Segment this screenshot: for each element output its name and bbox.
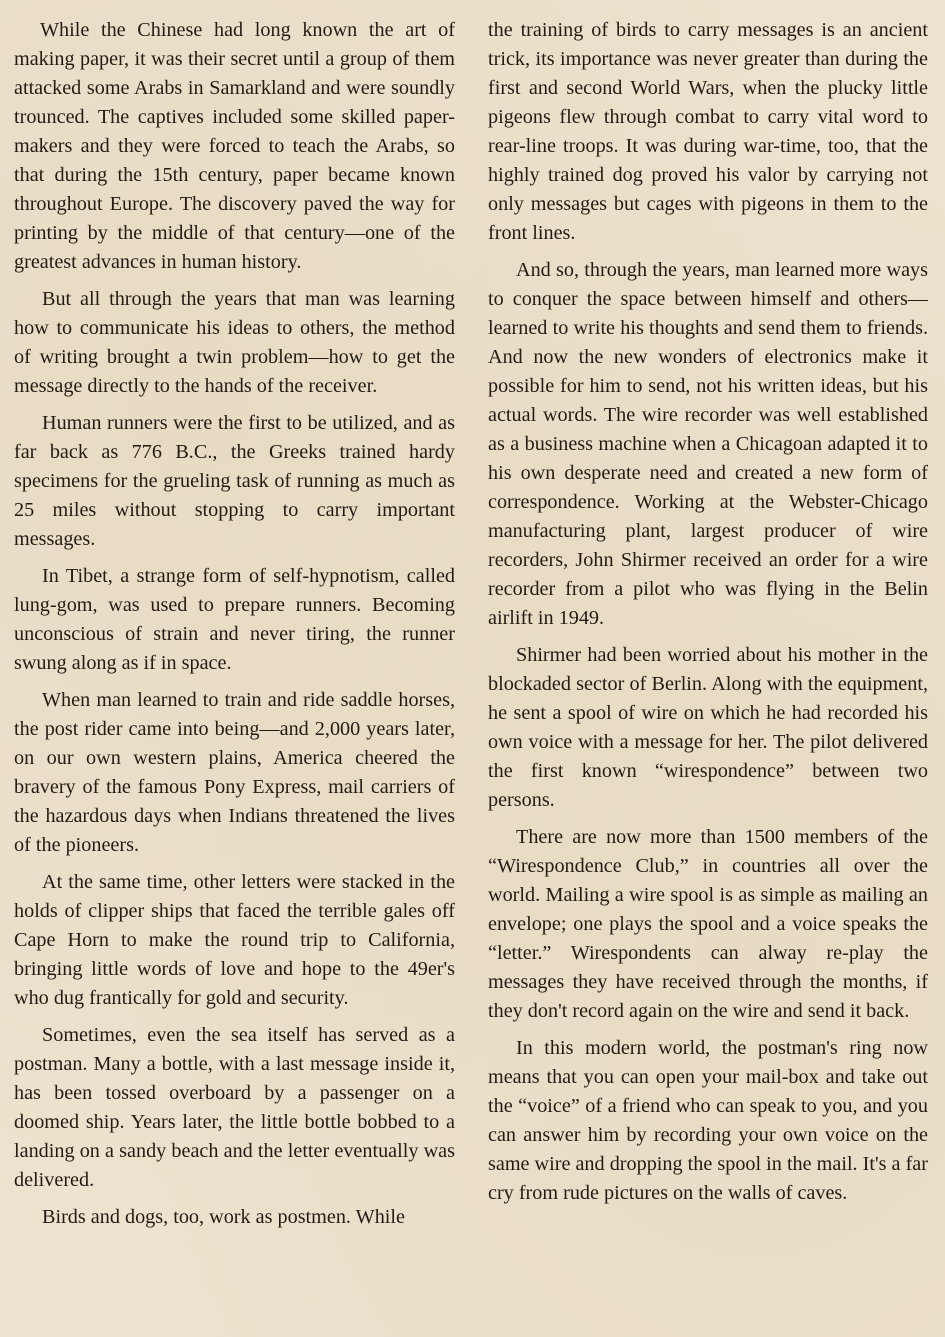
paragraph: In this modern world, the postman's ring now means that you can open your mail-box and take out the “voice” of a friend who can speak to you, and you can answer him by recording your own voice on the same wire and dropping the spool in the mail. It's a far cry from rude pictures on the walls of caves. [488,1037,928,1204]
paragraph: At the same time, other letters were stacked in the holds of clipper ships that faced the terrible gales off Cape Horn to make the round trip to California, bringing little words of love and hope to the 49er's who dug frantically for gold and security. [14,871,455,1009]
right-column [488,16,928,1216]
paragraph: Shirmer had been worried about his mother in the blockaded sector of Berlin. Along with the equipment, he sent a spool of wire on which he had recorded his own voice with a message for her. The pilot delivered the first known “wirespondence” between two persons. [488,644,928,811]
paragraph: When man learned to train and ride saddle horses, the post rider came into being—and 2,000 years later, on our own western plains, America cheered the bravery of the famous Pony Express, mail carriers of the hazardous days when Indians threatened the lives of the pioneers. [14,689,455,856]
paragraph: And so, through the years, man learned more ways to conquer the space between himself and others—learned to write his thoughts and send them to friends. And now the new wonders of electronics make it possible for him to send, not his written ideas, but his actual words. The wire recorder was well established as a business machine when a Chicagoan adapted it to his own desperate need and created a new form of correspondence. Working at the Webster-Chicago manufacturing plant, largest producer of wire recorders, John Shirmer received an order for a wire recorder from a pilot who was flying in the Belin airlift in 1949. [488,259,928,629]
paragraph: But all through the years that man was learning how to communicate his ideas to others, the method of writing brought a twin problem—how to get the message directly to the hands of the receiver. [14,288,455,397]
paragraph: the training of birds to carry messages is an ancient trick, its importance was never greater than during the first and second World Wars, when the plucky little pigeons flew through combat to carry vital word to rear-line troops. It was during war-time, too, that the highly trained dog proved his valor by carrying not only messages but cages with pigeons in them to the front lines. [488,19,928,244]
paragraph: While the Chinese had long known the art of making paper, it was their secret until a group of them attacked some Arabs in Samarkland and were soundly trounced. The captives included some skilled paper-makers and they were forced to teach the Arabs, so that during the 15th century, paper became known throughout Europe. The discovery paved the way for printing by the middle of that century—one of the greatest advances in human history. [14,19,455,273]
left-column [14,16,455,1240]
paragraph: There are now more than 1500 members of the “Wirespondence Club,” in countries all over the world. Mailing a wire spool is as simple as mailing an envelope; one plays the spool and a voice speaks the “letter.” Wirespondents can alway re-play the messages they have received through the months, if they don't record again on the wire and send it back. [488,826,928,1022]
paragraph: Human runners were the first to be utilized, and as far back as 776 B.C., the Greeks trained hardy specimens for the grueling task of running as much as 25 miles without stopping to carry important messages. [14,412,455,550]
paragraph: Sometimes, even the sea itself has served as a postman. Many a bottle, with a last message inside it, has been tossed overboard by a passenger on a doomed ship. Years later, the little bottle bobbed to a landing on a sandy beach and the letter eventually was delivered. [14,1024,455,1191]
paragraph: In Tibet, a strange form of self-hypnotism, called lung-gom, was used to prepare runners. Becoming unconscious of strain and never tiring, the runner swung along as if in space. [14,565,455,674]
paragraph: Birds and dogs, too, work as postmen. While [42,1206,405,1228]
